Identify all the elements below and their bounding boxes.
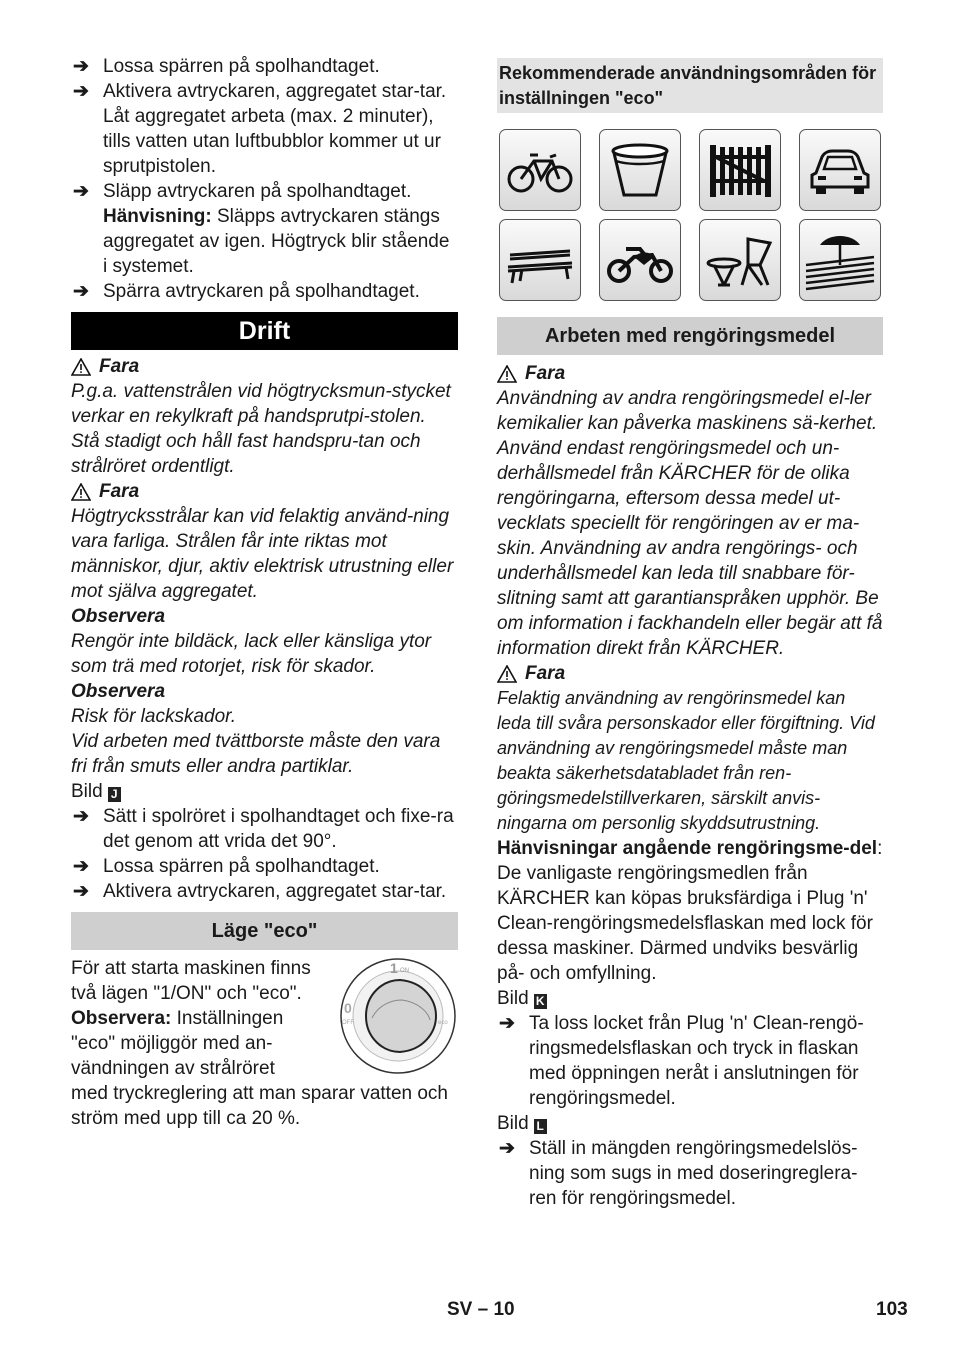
section-title-drift: Drift (71, 312, 458, 350)
deck-umbrella-icon (799, 219, 881, 301)
right-column (497, 54, 883, 1211)
step-release: ➔ Släpp avtryckaren på spolhandtaget. (73, 181, 412, 202)
warning-triangle-icon (497, 365, 517, 383)
dial-mark-eco-label: eco (438, 1020, 448, 1026)
caution-text: Rengör inte bildäck, lack eller känsliga ytor som trä med rotorjet, risk för skador. (71, 631, 432, 677)
eco-note: Observera: Inställningen "eco" möjliggör med an-vändningen av strålröret (71, 1008, 284, 1079)
step-activate: ➔ Aktivera avtryckaren, aggregatet star-tar. (73, 81, 447, 102)
section-title-eco: Läge "eco" (71, 912, 458, 950)
garden-furniture-icon (699, 219, 781, 301)
caution-heading: Observera (71, 681, 166, 702)
caution-text: Risk för lackskador. (71, 706, 237, 727)
run-note: Låt aggregatet arbeta (max. 2 minuter), tills vatten utan luftbubblor kommer ut ur sprutpistolen. (103, 106, 441, 177)
dial-mark-on-label: ON (400, 968, 409, 974)
danger-text: P.g.a. vattenstrålen vid högtrycksmun-stycket verkar en rekylkraft på handsprutpi-stolen. Stå stadigt och håll fast handspru-tan och strålröret ordentligt. (71, 381, 451, 477)
step-set-dosage: ➔ Ställ in mängden rengöringsmedelslös-ning som sugs in med doseringreglera-ren för rengöringsmedel. (499, 1138, 858, 1209)
section-title-cleaning-agents: Arbeten med rengöringsmedel (497, 317, 883, 355)
eco-saving-text: med tryckreglering att man sparar vatten och ström med upp till ca 20 %. (71, 1083, 449, 1129)
figure-letter-badge: L (534, 1119, 547, 1134)
warning-triangle-icon (497, 665, 517, 683)
arrow-icon: ➔ (73, 81, 89, 102)
cleaning-agent-hints: Hänvisningar angående rengöringsme-del: De vanligaste rengöringsmedlen från KÄRCHER kan köpas bruksfärdiga i Plug 'n' Clean-rengöringsmedelsflaskan med lock för dessa maskiner. Därmed undviks besvärlig på- och omfyllning. (497, 838, 883, 984)
figure-reference: Bild J (71, 779, 458, 804)
car-icon (799, 129, 881, 211)
figure-letter-badge: K (534, 994, 547, 1009)
danger-text: Användning av andra rengöringsmedel el-ler kemikalier kan påverka maskinens sä-kerhet. (497, 388, 878, 434)
arrow-icon: ➔ (73, 56, 89, 77)
hint-note: Hänvisning: Släpps avtryckaren stängs aggregatet av igen. Högtryck blir stående i systemet. (103, 206, 450, 277)
page-number: 103 (876, 1299, 908, 1320)
danger-heading: Fara (497, 361, 883, 386)
danger-text: Felaktig användning av rengörinsmedel kan leda till svåra personskador eller förgiftning. Vid användning av rengöringsmedel måste man beakta säkerhetsdatabladet från ren-göringsmedelstillverkaren, särskilt anvis-ningarna om personlig skyddsutrustning. (497, 688, 875, 833)
danger-text: Högtrycksstrålar kan vid felaktig använd-ning vara farliga. Strålen får inte riktas mot människor, djur, aktiv elektrisk utrustning eller mot själva aggregatet. (71, 506, 454, 602)
wooden-fence-icon (699, 129, 781, 211)
step-activate: ➔ Aktivera avtryckaren, aggregatet star-tar. (73, 881, 447, 902)
warning-triangle-icon (71, 358, 91, 376)
step-unlock: ➔ Lossa spärren på spolhandtaget. (73, 856, 380, 877)
figure-reference: Bild L (497, 1111, 883, 1136)
bicycle-icon (499, 129, 581, 211)
footer-section-label: SV – 10 (447, 1299, 515, 1320)
step-insert-lance: ➔ Sätt i spolröret i spolhandtaget och fixe-ra det genom att vrida det 90°. (73, 806, 454, 852)
eco-section (71, 956, 458, 1131)
arrow-icon: ➔ (73, 856, 89, 877)
eco-intro-text: För att starta maskinen finns två lägen "1/ON" och "eco". (71, 958, 311, 1004)
danger-text: Använd endast rengöringsmedel och un-derhållsmedel från KÄRCHER för de olika rengöringarna, eftersom dessa medel ut-vecklats speciellt för rengöringen av er ma-skin. Användning av andra rengörings- och underhållsmedel kan leda till snabbare för-slitning samt att garantianspråken upphör. Be om information i fackhandeln eller begär att få information direkt från KÄRCHER. (497, 438, 883, 659)
motorcycle-icon (599, 219, 681, 301)
arrow-icon: ➔ (73, 881, 89, 902)
dial-mark-off: 0 (344, 1000, 352, 1016)
arrow-icon: ➔ (73, 281, 89, 302)
left-column (71, 54, 458, 1131)
eco-recommendation-heading: Rekommenderade användningsområden för inställningen "eco" (497, 58, 883, 113)
step-insert-bottle: ➔ Ta loss locket från Plug 'n' Clean-rengö-ringsmedelsflaskan och tryck in flaskan med öppningen neråt i anslutningen för rengöringsmedel. (499, 1013, 864, 1109)
garden-bench-icon (499, 219, 581, 301)
caution-text: Vid arbeten med tvättborste måste den vara fri från smuts eller andra partiklar. (71, 731, 441, 777)
hint-label: Hänvisning: (103, 206, 212, 227)
arrow-icon: ➔ (73, 806, 89, 827)
dial-mark-on: 1 (390, 960, 398, 976)
danger-heading: Fara (497, 661, 883, 686)
danger-heading: Fara (71, 354, 458, 379)
step-lock: ➔ Spärra avtryckaren på spolhandtaget. (73, 281, 420, 302)
eco-application-icons (499, 129, 883, 301)
figure-letter-badge: J (108, 787, 121, 802)
danger-heading: Fara (71, 479, 458, 504)
mode-dial-illustration (338, 956, 458, 1076)
caution-heading: Observera (71, 606, 166, 627)
arrow-icon: ➔ (499, 1138, 515, 1159)
arrow-icon: ➔ (499, 1013, 515, 1034)
dial-mark-off-label: OFF (342, 1020, 354, 1026)
warning-triangle-icon (71, 483, 91, 501)
arrow-icon: ➔ (73, 181, 89, 202)
flower-pot-icon (599, 129, 681, 211)
step-unlock: ➔ Lossa spärren på spolhandtaget. (73, 56, 380, 77)
figure-reference: Bild K (497, 986, 883, 1011)
